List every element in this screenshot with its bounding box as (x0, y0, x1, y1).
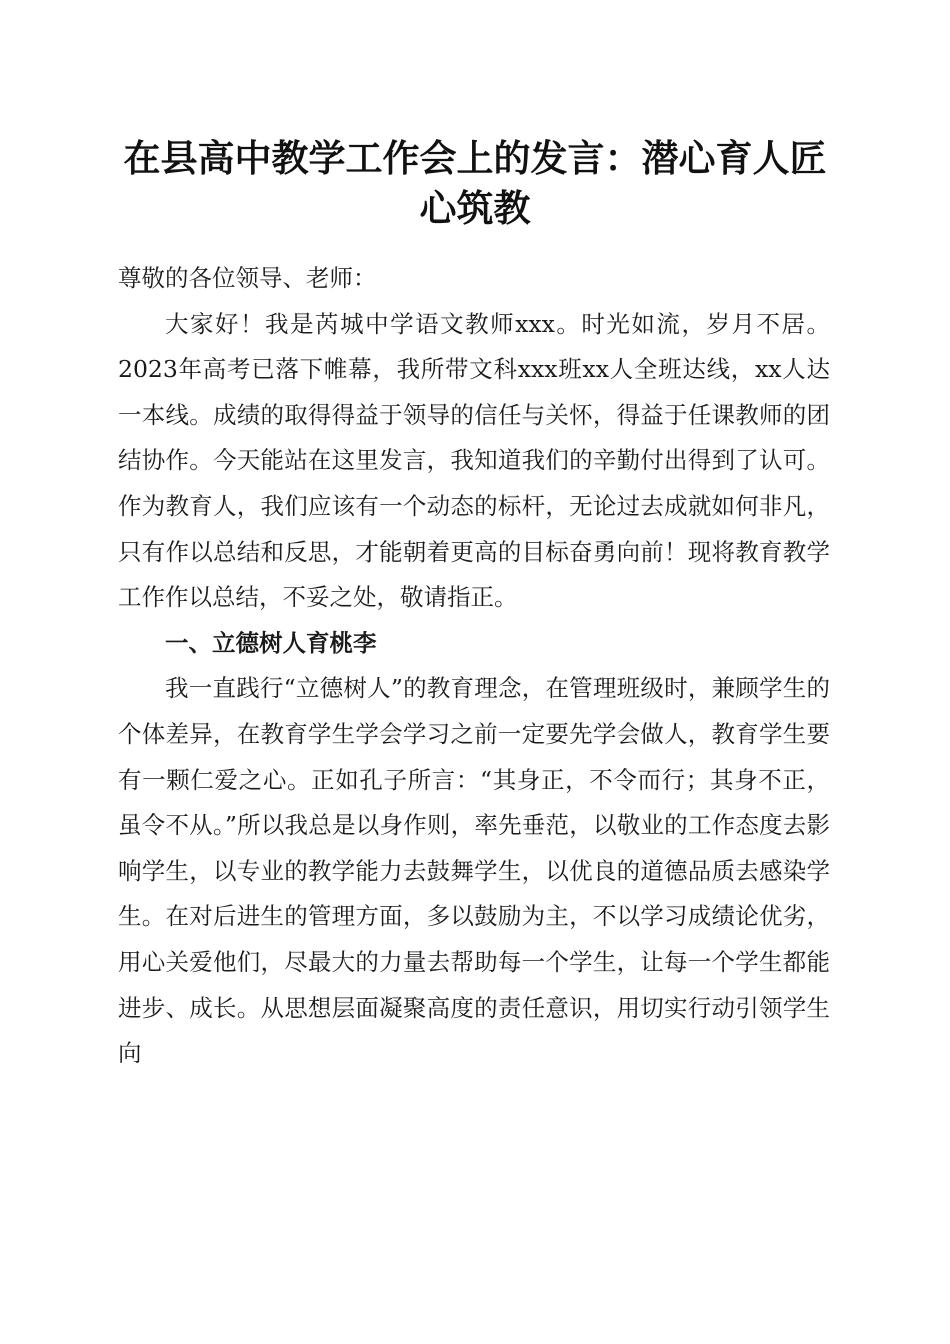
document-body (118, 256, 830, 1077)
section-heading: 一、立德树人育桃李 (165, 628, 377, 657)
intro-paragraph: 大家好！我是芮城中学语文教师xxx。时光如流，岁月不居。2023年高考已落下帷幕，我所带文科xxx班xx人全班达线，xx人达一本线。成绩的取得得益于领导的信任与关怀，得益于任课教师的团结协作。今天能站在这里发言，我知道我们的辛勤付出得到了认可。作为教育人，我们应该有一个动态的标杆，无论过去成就如何非凡，只有作以总结和反思，才能朝着更高的目标奋勇向前！现将教育教学工作作以总结，不妥之处，敬请指正。 (118, 309, 830, 612)
section-paragraph: 我一直践行“立德树人”的教育理念，在管理班级时，兼顾学生的个体差异，在教育学生学会学习之前一定要先学会做人，教育学生要有一颗仁爱之心。正如孔子所言：“其身正，不令而行；其身不正，虽令不从。”所以我总是以身作则，率先垂范，以敬业的工作态度去影响学生，以专业的教学能力去鼓舞学生，以优良的道德品质去感染学生。在对后进生的管理方面，多以鼓励为主，不以学习成绩论优劣，用心关爱他们，尽最大的力量去帮助每一个学生，让每一个学生都能进步、成长。从思想层面凝聚高度的责任意识，用切实行动引领学生向 (118, 674, 830, 1068)
salutation: 尊敬的各位领导、老师： (118, 264, 377, 292)
document-title: 在县高中教学工作会上的发言：潜心育人匠心筑教 (123, 136, 827, 230)
